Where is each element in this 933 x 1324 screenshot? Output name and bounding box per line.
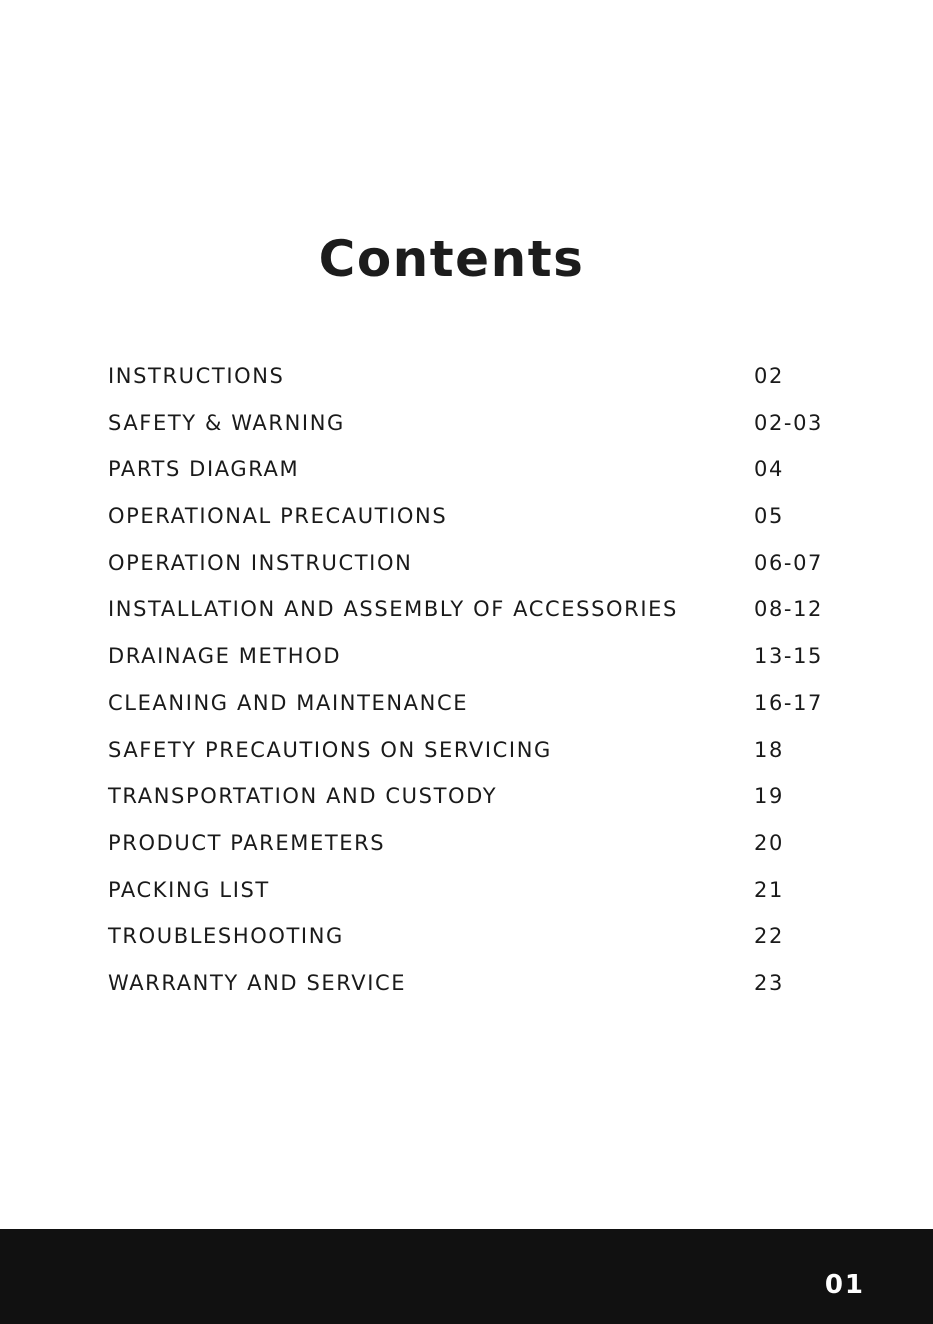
toc-entry-label: PRODUCT PAREMETERS	[108, 830, 386, 855]
toc-entry-label: SAFETY PRECAUTIONS ON SERVICING	[108, 737, 552, 762]
toc-entry-page: 02	[754, 364, 784, 388]
toc-entry-page: 21	[754, 877, 784, 902]
toc-entry-page: 19	[754, 784, 784, 809]
toc-entry-instructions[interactable]	[108, 356, 848, 403]
toc-entry-label: INSTRUCTIONS	[108, 364, 285, 388]
footer-bar	[0, 1229, 933, 1324]
toc-entry-operation-instruction[interactable]	[108, 543, 848, 590]
toc-entry-label: CLEANING AND MAINTENANCE	[108, 690, 469, 715]
toc-entry-page: 13-15	[754, 644, 824, 669]
toc-entry-product-parameters[interactable]	[108, 823, 848, 870]
toc-entry-page: 20	[754, 830, 784, 855]
toc-entry-transportation-custody[interactable]	[108, 776, 848, 823]
toc-entry-parts-diagram[interactable]	[108, 449, 848, 496]
toc-entry-page: 06-07	[754, 550, 824, 575]
toc-entry-safety-warning[interactable]	[108, 403, 848, 450]
toc-entry-installation-assembly[interactable]	[108, 589, 848, 636]
toc-entry-packing-list[interactable]	[108, 870, 848, 917]
table-of-contents	[108, 356, 848, 1010]
toc-entry-label: WARRANTY AND SERVICE	[108, 970, 407, 995]
toc-entry-page: 05	[754, 504, 784, 529]
toc-entry-label: TROUBLESHOOTING	[108, 924, 344, 949]
toc-entry-page: 22	[754, 924, 784, 949]
toc-entry-page: 08-12	[754, 597, 824, 622]
page-number: 01	[824, 1270, 865, 1300]
toc-entry-cleaning-maintenance[interactable]	[108, 683, 848, 730]
toc-entry-troubleshooting[interactable]	[108, 916, 848, 963]
toc-entry-page: 18	[754, 737, 784, 762]
toc-entry-label: PARTS DIAGRAM	[108, 457, 300, 482]
toc-entry-label: DRAINAGE METHOD	[108, 644, 342, 669]
toc-entry-label: INSTALLATION AND ASSEMBLY OF ACCESSORIES	[108, 597, 678, 622]
toc-entry-page: 04	[754, 457, 784, 482]
toc-entry-label: OPERATIONAL PRECAUTIONS	[108, 504, 448, 529]
toc-entry-safety-servicing[interactable]	[108, 730, 848, 777]
page-title: Contents	[318, 230, 585, 288]
toc-entry-label: PACKING LIST	[108, 877, 270, 902]
toc-entry-drainage-method[interactable]	[108, 636, 848, 683]
toc-entry-page: 23	[754, 970, 784, 995]
toc-entry-label: OPERATION INSTRUCTION	[108, 550, 413, 575]
toc-entry-warranty-service[interactable]	[108, 963, 848, 1010]
toc-entry-page: 02-03	[754, 410, 824, 435]
toc-entry-label: TRANSPORTATION AND CUSTODY	[108, 784, 498, 809]
toc-entry-label: SAFETY & WARNING	[108, 410, 345, 435]
toc-entry-operational-precautions[interactable]	[108, 496, 848, 543]
toc-entry-page: 16-17	[754, 690, 824, 715]
